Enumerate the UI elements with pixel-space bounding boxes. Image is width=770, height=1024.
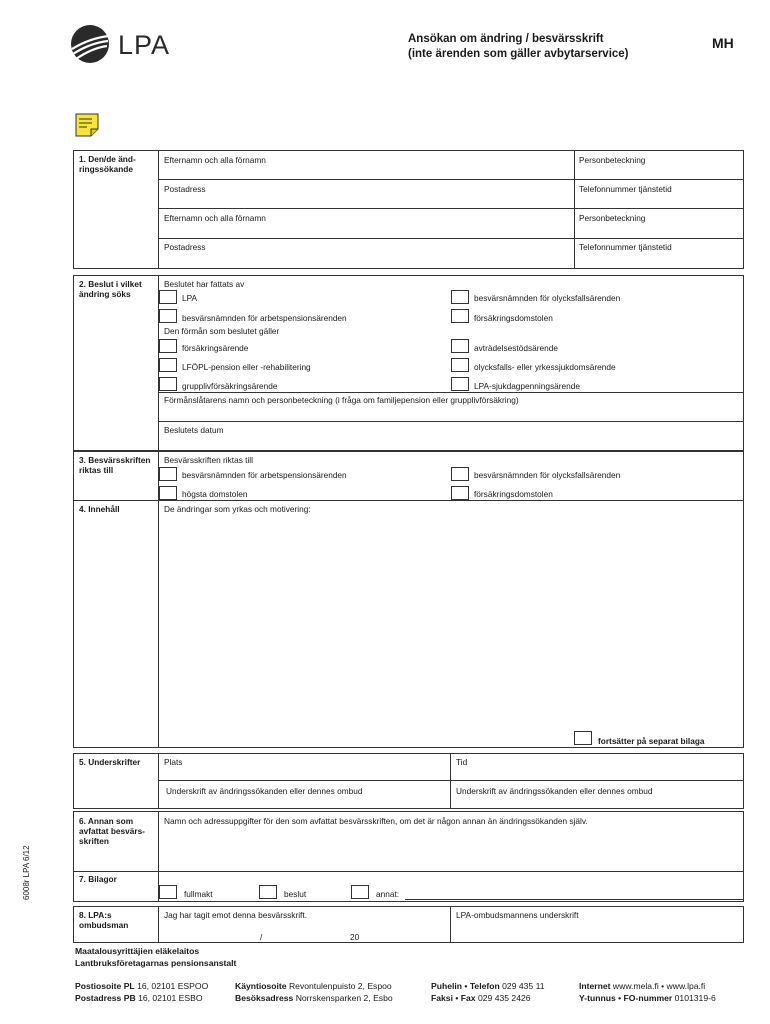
s2-beneficiary-field[interactable]: Förmånslåtarens namn och personbeteckning (i fråga om familjepension eller grupplivförsäkring) (164, 395, 519, 405)
checkbox-annat-label: annat: (376, 889, 400, 899)
checkbox-yrkes-label: olycksfalls- eller yrkessjukdomsärende (474, 362, 616, 372)
s1-pid1-field[interactable]: Personbeteckning (579, 155, 646, 165)
footer-phone: Puhelin • Telefon 029 435 11 Faksi • Fax 029 435 2426 (431, 981, 545, 1003)
lpa-logo (70, 24, 180, 64)
checkbox-s3-fdomst[interactable] (451, 486, 469, 500)
s1-addr1-field[interactable]: Postadress (164, 184, 206, 194)
checkbox-olycks-1[interactable] (451, 290, 469, 304)
checkbox-beslut[interactable] (259, 885, 277, 899)
checkbox-s3-fdomst-label: försäkringsdomstolen (474, 489, 553, 499)
checkbox-s3-hogsta-label: högsta domstolen (182, 489, 248, 499)
section-2-title: 2. Beslut i vilket ändring söks (79, 279, 142, 299)
checkbox-lfopl-label: LFÖPL-pension eller -rehabilitering (182, 362, 311, 372)
footer-name-fi: Maatalousyrittäjien eläkelaitos (75, 946, 200, 956)
s1-name2-field[interactable]: Efternamn och alla förnamn (164, 213, 266, 223)
checkbox-lpa-label: LPA (182, 293, 198, 303)
checkbox-s3-olycks[interactable] (451, 467, 469, 481)
checkbox-olycks-1-label: besvärsnämnden för olycksfallsärenden (474, 293, 621, 303)
s5-signature2-field[interactable]: Underskrift av ändringssökanden eller dennes ombud (456, 786, 653, 796)
s2-benefit-label: Den förmån som beslutet gäller (164, 326, 280, 336)
s6-author-field[interactable]: Namn och adressuppgifter för den som avfattat besvärsskriften, om det är någon annan än ändringssökanden själv. (164, 816, 588, 826)
section-4-title: 4. Innehåll (79, 504, 120, 514)
checkbox-s3-arbets-label: besvärsnämnden för arbetspensionsärenden (182, 470, 347, 480)
checkbox-lpa[interactable] (159, 290, 177, 304)
section-5-title: 5. Underskrifter (79, 757, 141, 767)
s1-phone2-field[interactable]: Telefonnummer tjänstetid (579, 242, 672, 252)
checkbox-yrkes[interactable] (451, 358, 469, 372)
checkbox-beslut-label: beslut (284, 889, 307, 899)
checkbox-s3-hogsta[interactable] (159, 486, 177, 500)
footer-internet: Internet www.mela.fi • www.lpa.fi Y-tunnus • FO-nummer 0101319-6 (579, 981, 716, 1003)
s2-date-field[interactable]: Beslutets datum (164, 425, 224, 435)
checkbox-continues-label: fortsätter på separat bilaga (598, 736, 705, 746)
form-side-code: 6008r LPA 6/12 (22, 845, 31, 900)
checkbox-avtrad-label: avträdelsestödsärende (474, 343, 558, 353)
s1-pid2-field[interactable]: Personbeteckning (579, 213, 646, 223)
checkbox-forsak[interactable] (159, 339, 177, 353)
checkbox-arbets-1-label: besvärsnämnden för arbetspensionsärenden (182, 313, 347, 323)
s1-phone1-field[interactable]: Telefonnummer tjänstetid (579, 184, 672, 194)
s5-place-field[interactable]: Plats (164, 757, 183, 767)
section-8-title: 8. LPA:s ombudsman (79, 910, 129, 930)
section-7-title: 7. Bilagor (79, 874, 117, 884)
s1-name1-field[interactable]: Efternamn och alla förnamn (164, 155, 266, 165)
checkbox-forsak-label: försäkringsärende (182, 343, 249, 353)
checkbox-lfopl[interactable] (159, 358, 177, 372)
checkbox-s3-olycks-label: besvärsnämnden för olycksfallsärenden (474, 470, 621, 480)
annat-line[interactable] (405, 899, 744, 900)
checkbox-sjuk-label: LPA-sjukdagpenningsärende (474, 381, 580, 391)
checkbox-fdomst-1-label: försäkringsdomstolen (474, 313, 553, 323)
section-6-title: 6. Annan som avfattat besvärs-skriften (79, 816, 145, 846)
s4-content-field[interactable]: De ändringar som yrkas och motivering: (164, 504, 311, 514)
section-1-title: 1. Den/de änd-ringssökande (79, 154, 136, 174)
checkbox-continues[interactable] (574, 731, 592, 745)
section-3-title: 3. Besvärsskriften riktas till (79, 455, 151, 475)
footer-name-sv: Lantbruksföretagarnas pensionsanstalt (75, 958, 237, 968)
s2-decider-label: Beslutet har fattats av (164, 279, 245, 289)
s3-label: Besvärsskriften riktas till (164, 455, 253, 465)
s1-addr2-field[interactable]: Postadress (164, 242, 206, 252)
checkbox-fullmakt[interactable] (159, 885, 177, 899)
footer-visit: Käyntiosoite Revontulenpuisto 2, Espoo Besöksadress Norrskensparken 2, Esbo (235, 981, 393, 1003)
checkbox-fdomst-1[interactable] (451, 309, 469, 323)
s8-date-slash: / (260, 932, 263, 942)
s5-time-field[interactable]: Tid (456, 757, 468, 767)
checkbox-sjuk[interactable] (451, 377, 469, 391)
checkbox-arbets-1[interactable] (159, 309, 177, 323)
checkbox-s3-arbets[interactable] (159, 467, 177, 481)
section-4-box (73, 500, 744, 748)
form-code: MH (712, 35, 734, 51)
s8-signature-field[interactable]: LPA-ombudsmannens underskrift (456, 910, 579, 920)
checkbox-annat[interactable] (351, 885, 369, 899)
note-icon (75, 113, 99, 137)
s8-received-label: Jag har tagit emot denna besvärsskrift. (164, 910, 307, 920)
logo-text: LPA (118, 30, 171, 60)
checkbox-avtrad[interactable] (451, 339, 469, 353)
checkbox-grupp-label: grupplivförsäkringsärende (182, 381, 278, 391)
footer-postal: Postiosoite PL 16, 02101 ESPOO Postadress PB 16, 02101 ESBO (75, 981, 209, 1003)
checkbox-fullmakt-label: fullmakt (184, 889, 213, 899)
s5-signature1-field[interactable]: Underskrift av ändringssökanden eller dennes ombud (166, 786, 363, 796)
checkbox-grupp[interactable] (159, 377, 177, 391)
s8-date-year: 20 (350, 932, 360, 942)
form-title: Ansökan om ändring / besvärsskrift (inte ärenden som gäller avbytarservice) (408, 33, 629, 60)
